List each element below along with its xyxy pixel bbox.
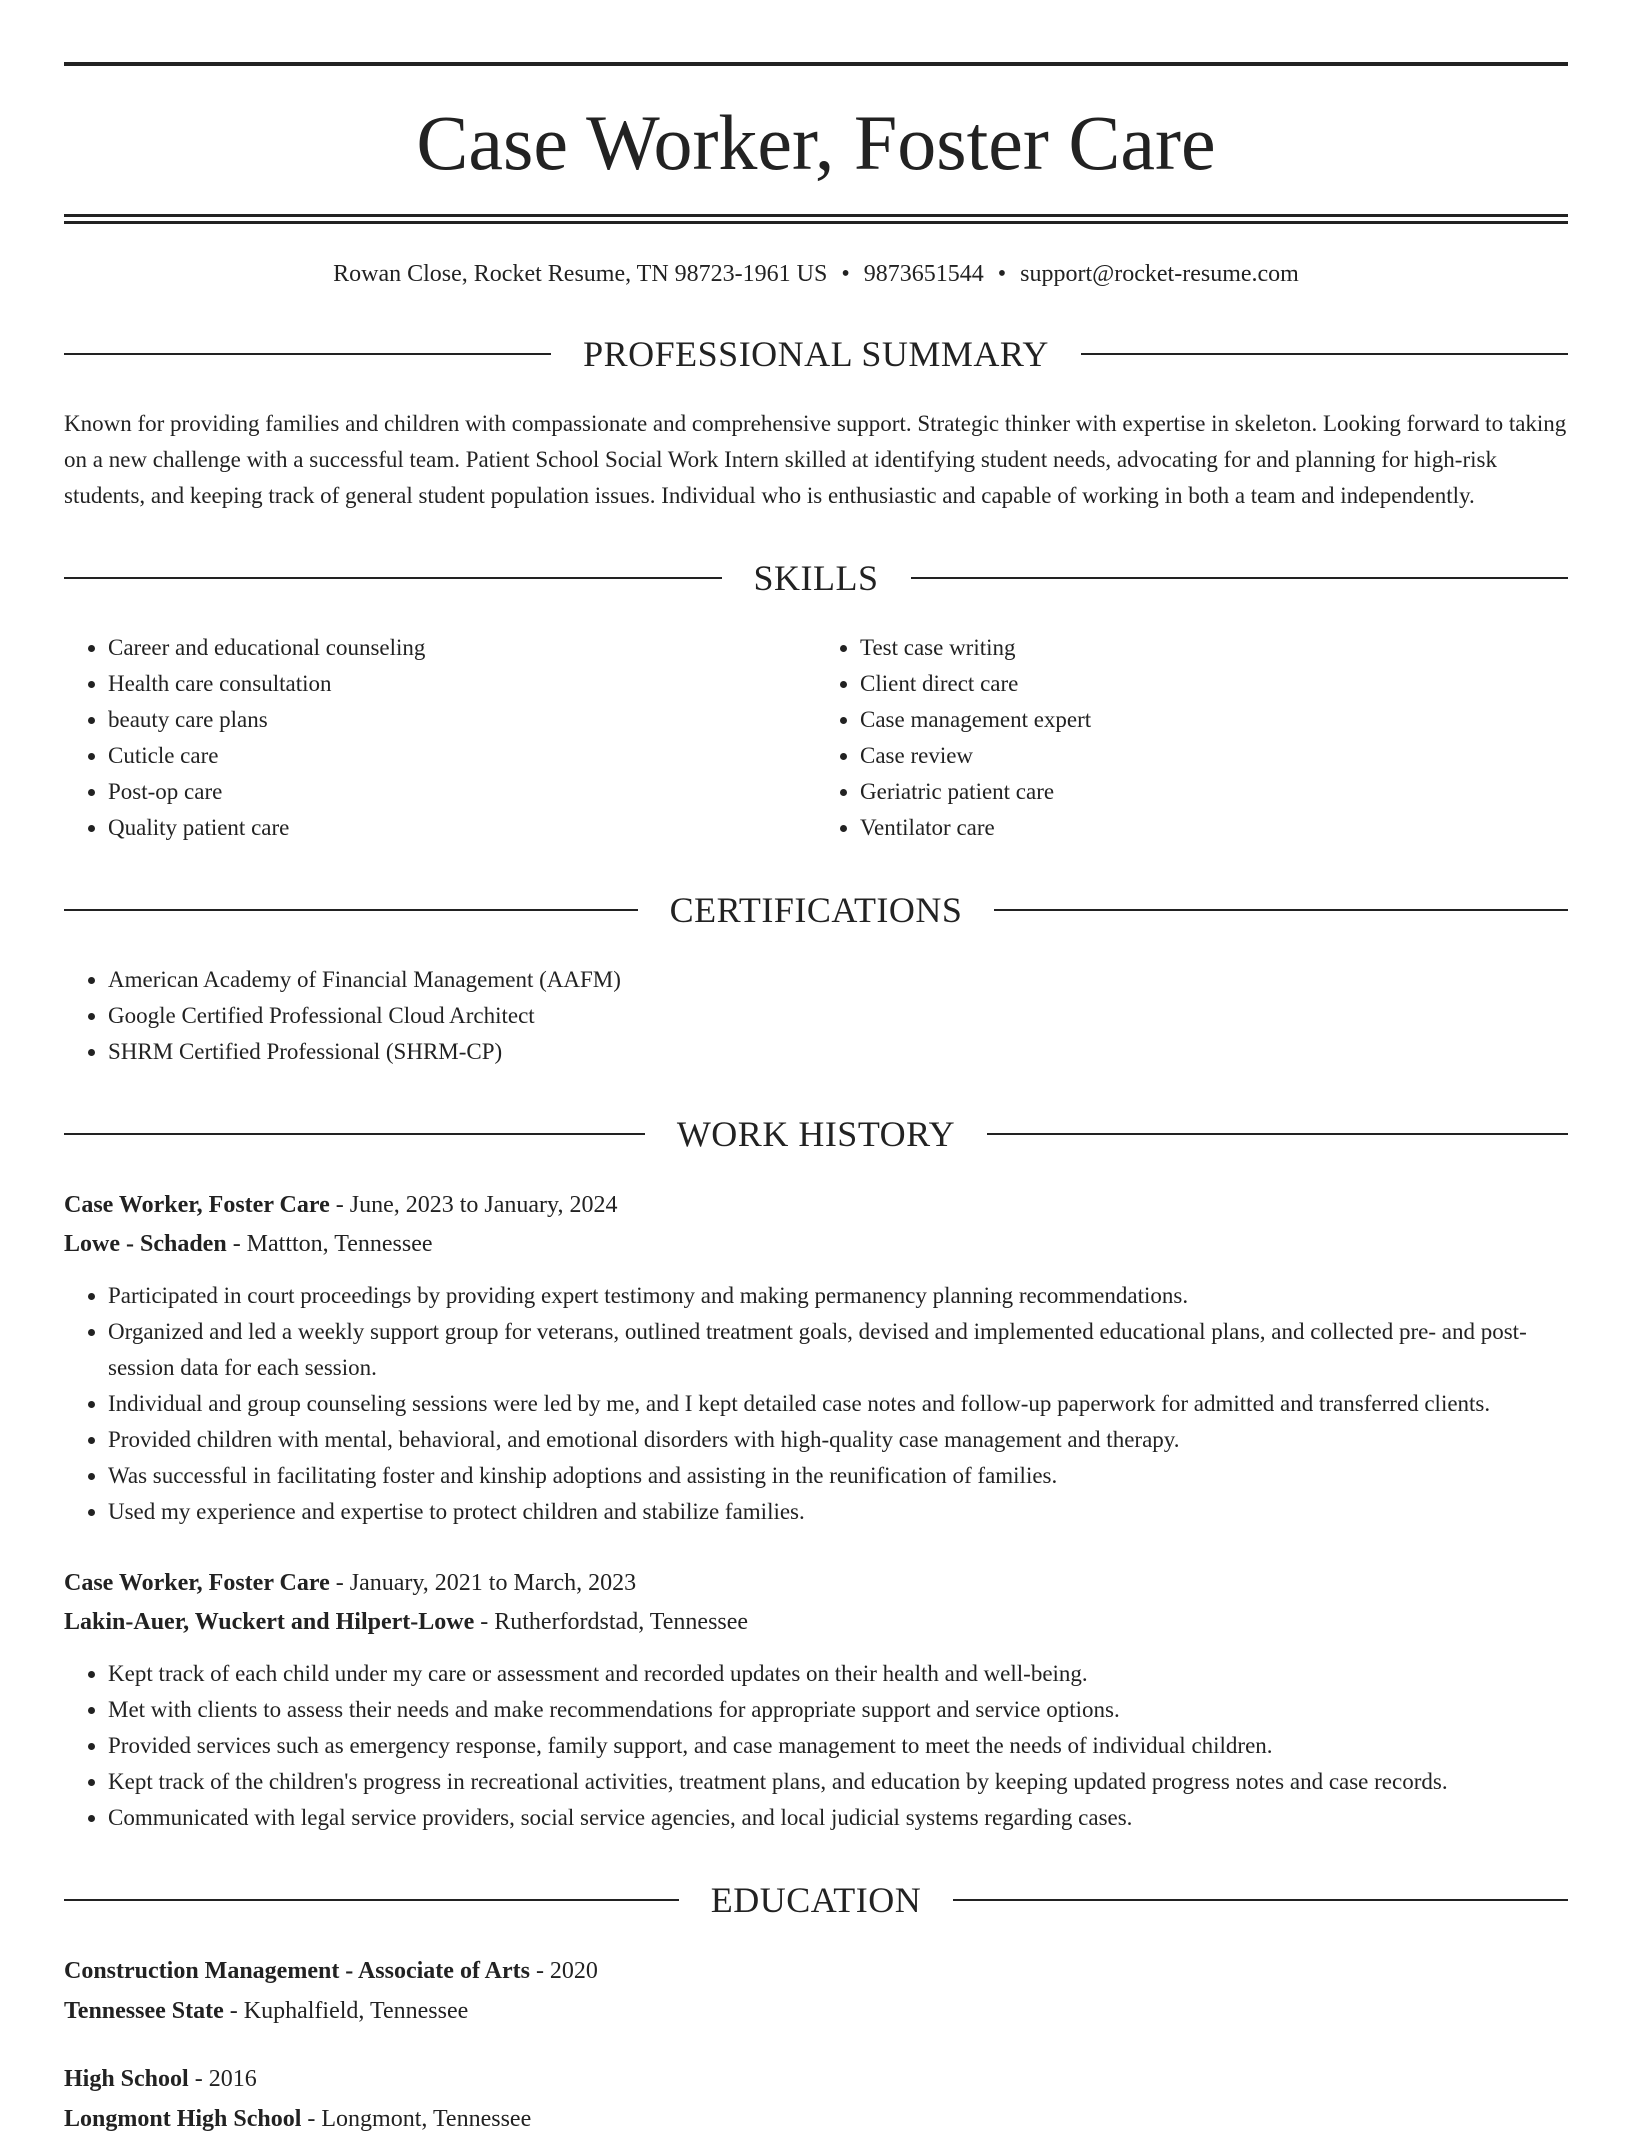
education-year: - 2016 xyxy=(188,2066,257,2093)
skill-item: • Cuticle care xyxy=(108,738,816,774)
contact-address: Rowan Close, Rocket Resume, TN 98723-1961 US xyxy=(333,261,828,287)
skill-item: • Health care consultation xyxy=(108,666,816,702)
section-heading-work-history xyxy=(64,1112,1568,1156)
job-bullet: • Participated in court proceedings by providing expert testimony and making permanency planning recommendations. xyxy=(108,1278,1568,1314)
skills-columns xyxy=(64,630,1568,846)
skill-item: • Geriatric patient care xyxy=(860,774,1568,810)
section-heading-certifications xyxy=(64,888,1568,932)
section-heading-education xyxy=(64,1878,1568,1922)
job-entry xyxy=(64,1564,1568,1836)
education-school: Tennessee State xyxy=(64,1998,224,2025)
education-year: - 2020 xyxy=(529,1958,598,1985)
certification-item: • Google Certified Professional Cloud Architect xyxy=(108,998,1568,1034)
skill-item: • Case management expert xyxy=(860,702,1568,738)
section-heading-summary xyxy=(64,332,1568,376)
section-title: CERTIFICATIONS xyxy=(669,889,963,930)
resume-page xyxy=(64,62,1568,2139)
job-bullet: • Provided children with mental, behavioral, and emotional disorders with high-quality case management and therapy. xyxy=(108,1422,1568,1458)
job-bullets xyxy=(64,1278,1568,1530)
education-degree: High School xyxy=(64,2066,189,2093)
job-role: Case Worker, Foster Care xyxy=(64,1191,330,1218)
job-bullet: • Met with clients to assess their needs and make recommendations for appropriate support and service options. xyxy=(108,1692,1568,1728)
job-dates: - January, 2021 to March, 2023 xyxy=(329,1569,637,1596)
skill-item: • Case review xyxy=(860,738,1568,774)
header-top-rule xyxy=(64,62,1568,66)
summary-text: Known for providing families and children with compassionate and comprehensive support. Strategic thinker with expertise in skeleton. Looking forward to taking on a new challenge with a successful team. Patient School Social Work Intern skilled at identifying student needs, advocating for and planning for high-risk students, and keeping track of general student population issues. Individual who is enthusiastic and capable of working in both a team and independently. xyxy=(64,410,1567,508)
skill-item: • Client direct care xyxy=(860,666,1568,702)
job-company-line xyxy=(64,1603,1568,1642)
certification-item: • SHRM Certified Professional (SHRM-CP) xyxy=(108,1034,1568,1070)
education-location: - Kuphalfield, Tennessee xyxy=(223,1998,469,2025)
job-bullet: • Kept track of the children's progress in recreational activities, treatment plans, and education by keeping updated progress notes and case records. xyxy=(108,1764,1568,1800)
skill-item: • Quality patient care xyxy=(108,810,816,846)
section-title: SKILLS xyxy=(753,557,879,598)
section-title: WORK HISTORY xyxy=(676,1113,956,1154)
education-school-line xyxy=(64,2099,1568,2139)
education-degree-line xyxy=(64,1951,1568,1991)
job-location: - Rutherfordstad, Tennessee xyxy=(474,1608,749,1635)
section-title: EDUCATION xyxy=(710,1879,922,1920)
job-bullet: • Kept track of each child under my care or assessment and recorded updates on their health and well-being. xyxy=(108,1656,1568,1692)
contact-separator: • xyxy=(841,261,850,287)
contact-email: support@rocket-resume.com xyxy=(1020,261,1299,287)
job-bullet: • Was successful in facilitating foster and kinship adoptions and assisting in the reunification of families. xyxy=(108,1458,1568,1494)
job-company: Lakin-Auer, Wuckert and Hilpert-Lowe xyxy=(64,1608,475,1635)
job-title-line xyxy=(64,1564,1568,1603)
education-entry xyxy=(64,2059,1568,2139)
skill-item: • Test case writing xyxy=(860,630,1568,666)
job-bullet: • Provided services such as emergency response, family support, and case management to meet the needs of individual children. xyxy=(108,1728,1568,1764)
job-bullet: • Organized and led a weekly support group for veterans, outlined treatment goals, devised and implemented educational plans, and collected pre- and post-session data for each session. xyxy=(108,1314,1568,1386)
section-title: PROFESSIONAL SUMMARY xyxy=(583,334,1049,374)
certification-item: • American Academy of Financial Management (AAFM) xyxy=(108,962,1568,998)
job-entry xyxy=(64,1186,1568,1530)
job-location: - Mattton, Tennessee xyxy=(226,1230,433,1257)
skills-list-left xyxy=(64,630,816,846)
section-heading-skills xyxy=(64,556,1568,600)
skill-item: • Ventilator care xyxy=(860,810,1568,846)
education-school: Longmont High School xyxy=(64,2106,302,2133)
skill-item: • beauty care plans xyxy=(108,702,816,738)
job-bullets xyxy=(64,1656,1568,1836)
job-dates: - June, 2023 to January, 2024 xyxy=(329,1191,618,1218)
skills-list-right xyxy=(816,630,1568,846)
skill-item: • Post-op care xyxy=(108,774,816,810)
job-title-line xyxy=(64,1186,1568,1225)
education-location: - Longmont, Tennessee xyxy=(301,2106,532,2133)
education-degree-line xyxy=(64,2059,1568,2099)
candidate-name: Case Worker, Foster Care xyxy=(416,99,1216,186)
job-bullet: • Individual and group counseling sessions were led by me, and I kept detailed case notes and follow-up paperwork for admitted and transferred clients. xyxy=(108,1386,1568,1422)
job-bullet: • Communicated with legal service providers, social service agencies, and local judicial systems regarding cases. xyxy=(108,1800,1568,1836)
job-company: Lowe - Schaden xyxy=(64,1230,227,1257)
contact-phone: 9873651544 xyxy=(863,261,984,287)
job-bullet: • Used my experience and expertise to protect children and stabilize families. xyxy=(108,1494,1568,1530)
job-company-line xyxy=(64,1225,1568,1264)
education-entry xyxy=(64,1951,1568,2031)
contact-line xyxy=(64,258,1568,290)
education-degree: Construction Management - Associate of Arts xyxy=(64,1958,530,1985)
header-double-rule xyxy=(64,214,1568,224)
job-role: Case Worker, Foster Care xyxy=(64,1569,330,1596)
certifications-list xyxy=(64,962,1568,1070)
education-school-line xyxy=(64,1991,1568,2031)
skill-item: • Career and educational counseling xyxy=(108,630,816,666)
contact-separator: • xyxy=(997,261,1007,287)
